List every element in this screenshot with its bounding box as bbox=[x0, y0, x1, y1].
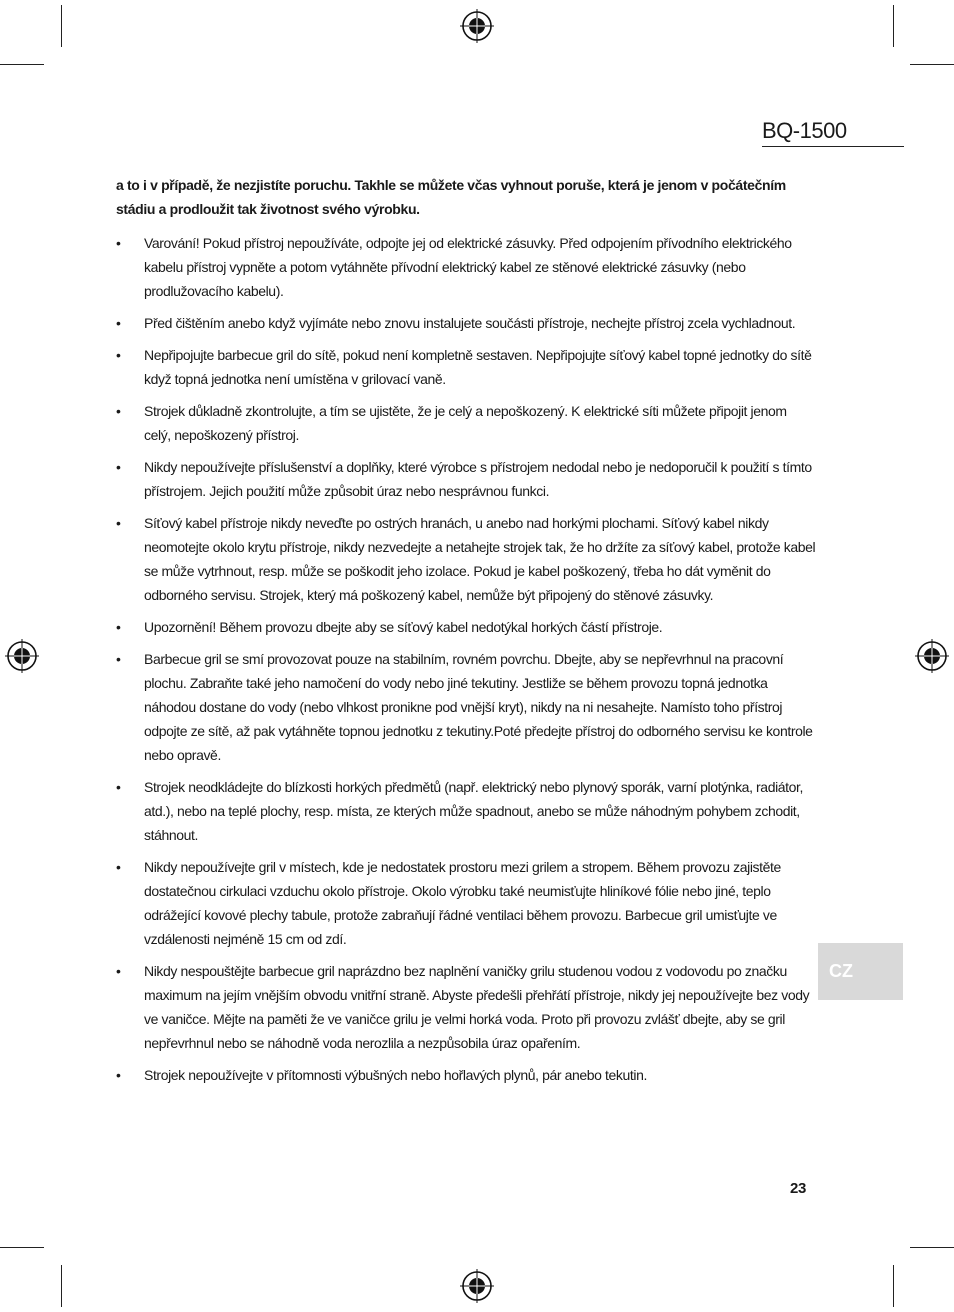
crop-mark-top-left-horizontal bbox=[0, 64, 44, 65]
list-item-text: Nepřipojujte barbecue gril do sítě, pokud není kompletně sestaven. Nepřipojujte síťový kabel topné jednotky do sítě když topná jednotka není umístěna v grilovací vaně. bbox=[144, 347, 812, 387]
bullet: • bbox=[116, 1067, 121, 1083]
list-item-text: Barbecue gril se smí provozovat pouze na stabilním, rovném povrchu. Dbejte, aby se nepřevrhnul na pracovní plochu. Zabraňte také jeho namočení do vody nebo jiné tekutiny. Jestliže se během provozu topná jednotka náhodou dostane do vody (nebo vlhkost pronikne pod vnější kryt), nikdy na ni nesahejte. Namísto toho přístroj odpojte ze sítě, až pak vytáhněte topnou jednotku z tekutiny.Poté předejte přístroj do odborného servisu ke kontrole nebo opravě. bbox=[144, 651, 813, 763]
crop-mark-bottom-left-vertical bbox=[61, 1265, 62, 1307]
bullet: • bbox=[116, 619, 121, 635]
list-item bbox=[116, 511, 816, 607]
list-item bbox=[116, 855, 816, 951]
main-content bbox=[116, 173, 816, 1095]
registration-mark-top-icon bbox=[460, 9, 494, 43]
bullet: • bbox=[116, 347, 121, 363]
crop-mark-top-left-vertical bbox=[61, 5, 62, 47]
crop-mark-bottom-left-horizontal bbox=[0, 1247, 44, 1248]
list-item bbox=[116, 311, 816, 335]
bullet: • bbox=[116, 963, 121, 979]
bullet: • bbox=[116, 459, 121, 475]
bullet: • bbox=[116, 859, 121, 875]
list-item bbox=[116, 455, 816, 503]
list-item-text: Strojek nepoužívejte v přítomnosti výbušných nebo hořlavých plynů, pár anebo tekutin. bbox=[144, 1067, 647, 1083]
list-item bbox=[116, 343, 816, 391]
bullet: • bbox=[116, 403, 121, 419]
bullet: • bbox=[116, 651, 121, 667]
model-title: BQ-1500 bbox=[762, 117, 904, 147]
page-number: 23 bbox=[790, 1180, 807, 1197]
list-item-text: Před čištěním anebo když vyjímáte nebo znovu instalujete součásti přístroje, nechejte přístroj zcela vychladnout. bbox=[144, 315, 796, 331]
list-item-text: Varování! Pokud přístroj nepoužíváte, odpojte jej od elektrické zásuvky. Před odpojením přívodního elektrického kabelu přístroj vypněte a potom vytáhněte přívodní elektrický kabel ze stěnové elektrické zásuvky (nebo prodlužovacího kabelu). bbox=[144, 235, 792, 299]
crop-mark-bottom-right-horizontal bbox=[910, 1247, 954, 1248]
registration-mark-bottom-icon bbox=[460, 1269, 494, 1303]
intro-paragraph: a to i v případě, že nezjistíte poruchu. Takhle se můžete včas vyhnout poruše, která je jenom v počátečním stádiu a prodloužit tak životnost svého výrobku. bbox=[116, 177, 786, 217]
list-item-text: Nikdy nespouštějte barbecue gril naprázdno bez naplnění vaničky grilu studenou vodou z vodovodu po značku maximum na jejím vnějším obvodu vnitřní straně. Abyste předešli přehřátí přístroje, nikdy jej nepoužívejte bez vody ve vaničce. Mějte na paměti že ve vaničce grilu je velmi horká voda. Proto při provozu zvlášť dbejte, aby se gril nepřevrhnul nebo se náhodně voda nerozlila a nezpůsobila úraz opařením. bbox=[144, 963, 810, 1051]
bullet: • bbox=[116, 515, 121, 531]
list-item bbox=[116, 615, 816, 639]
list-item-text: Nikdy nepoužívejte příslušenství a doplňky, které výrobce s přístrojem nedodal nebo je nedoporučil k použití s tímto přístrojem. Jejich použití může způsobit úraz nebo nesprávnou funkci. bbox=[144, 459, 812, 499]
list-item bbox=[116, 959, 816, 1055]
safety-list bbox=[116, 231, 816, 1087]
language-tab: CZ bbox=[818, 943, 903, 1000]
list-item-text: Nikdy nepoužívejte gril v místech, kde je nedostatek prostoru mezi grilem a stropem. Během provozu zajistěte dostatečnou cirkulaci vzduchu okolo přístroje. Okolo výrobku také neumisťujte hliníkové fólie nebo jiné, teplo odrážející kovové plechy tabule, protože zabraňují řádné ventilaci během provozu. Barbecue gril umisťujte ve vzdálenosti nejméně 15 cm od zdí. bbox=[144, 859, 781, 947]
list-item bbox=[116, 399, 816, 447]
bullet: • bbox=[116, 235, 121, 251]
registration-mark-right-icon bbox=[915, 639, 949, 673]
crop-mark-top-right-horizontal bbox=[910, 64, 954, 65]
list-item-text: Síťový kabel přístroje nikdy neveďte po ostrých hranách, u anebo nad horkými plochami. Síťový kabel nikdy neomotejte okolo krytu přístroje, nikdy nezvedejte a netahejte strojek tak, že ho držíte za síťový kabel, protože kabel se může vytrhnout, resp. může se poškodit jeho izolace. Pokud je kabel poškozený, třeba ho dát vyměnit do odborného servisu. Strojek, který má poškozený kabel, nemůže být připojený do stěnové zásuvky. bbox=[144, 515, 816, 603]
bullet: • bbox=[116, 779, 121, 795]
crop-mark-bottom-right-vertical bbox=[893, 1265, 894, 1307]
list-item-text: Strojek neodkládejte do blízkosti horkých předmětů (např. elektrický nebo plynový sporák, varní plotýnka, radiátor, atd.), nebo na teplé plochy, resp. místa, ze kterých může spadnout, anebo se může náhodným pohybem zchodit, stáhnout. bbox=[144, 779, 804, 843]
bullet: • bbox=[116, 315, 121, 331]
list-item bbox=[116, 647, 816, 767]
list-item-text: Upozornění! Během provozu dbejte aby se síťový kabel nedotýkal horkých částí přístroje. bbox=[144, 619, 663, 635]
list-item bbox=[116, 775, 816, 847]
crop-mark-top-right-vertical bbox=[893, 5, 894, 47]
registration-mark-left-icon bbox=[5, 639, 39, 673]
list-item bbox=[116, 231, 816, 303]
list-item bbox=[116, 1063, 816, 1087]
list-item-text: Strojek důkladně zkontrolujte, a tím se ujistěte, že je celý a nepoškozený. K elektrické síti můžete připojit jenom celý, nepoškozený přístroj. bbox=[144, 403, 787, 443]
